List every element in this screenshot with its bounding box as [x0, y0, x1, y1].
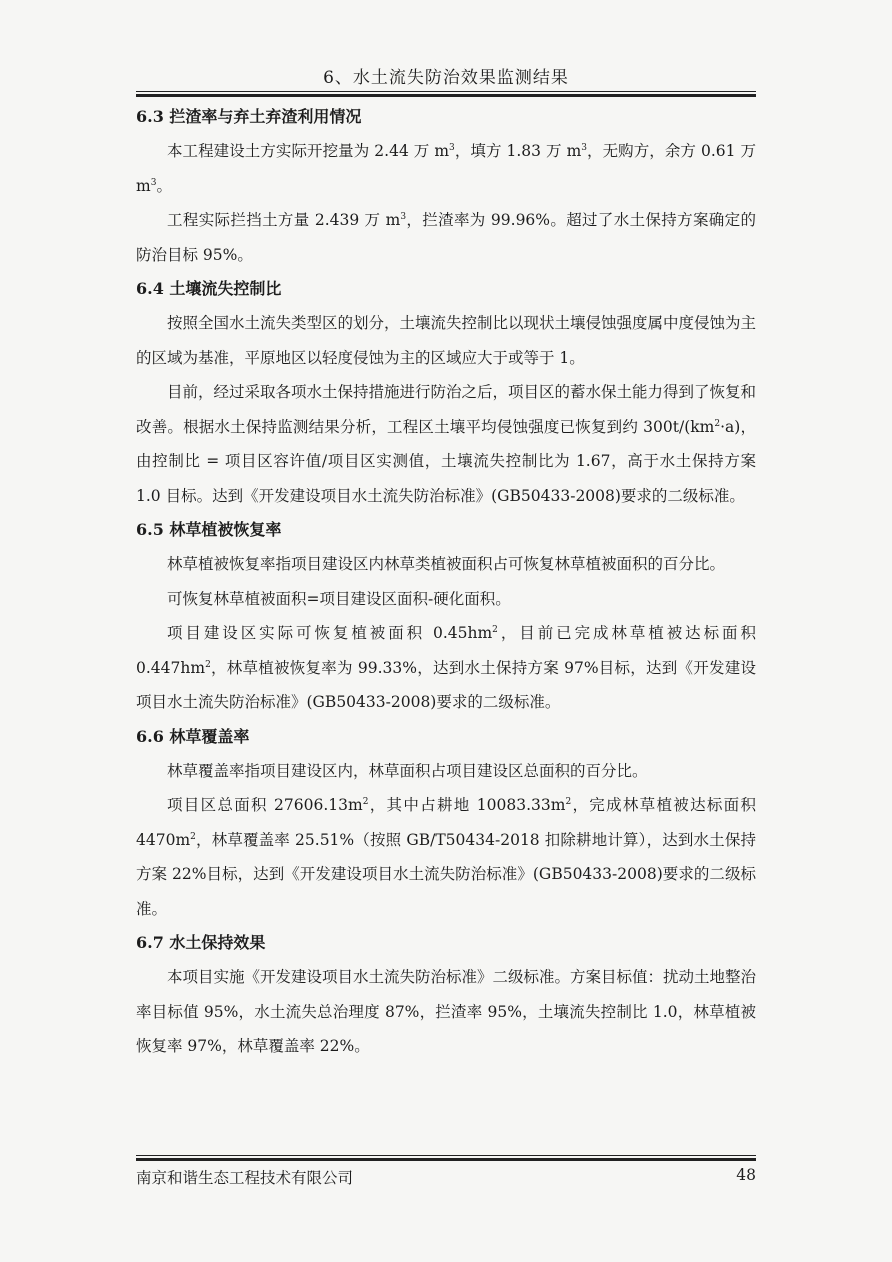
footer-rule-thick: [136, 1158, 756, 1161]
page-footer: [136, 1166, 756, 1188]
body-paragraph: 本项目实施《开发建设项目水土流失防治标准》二级标准。方案目标值：扰动土地整治率目标值 95%，水土流失总治理度 87%，拦渣率 95%，土壤流失控制比 1.0，林草植被恢复率 97%，林草覆盖率 22%。: [136, 968, 757, 1055]
superscript: 3: [150, 177, 157, 188]
footer-rule-thin: [136, 1155, 756, 1156]
body-paragraph: 工程实际拦挡土方量 2.439 万 $m^3$，拦渣率为 99.96%。超过了水土保持方案确定的防治目标 95%。: [136, 211, 757, 264]
section-heading: 6.4 土壤流失控制比: [136, 279, 282, 298]
body-paragraph: 林草覆盖率指项目建设区内，林草面积占项目建设区总面积的百分比。: [167, 761, 648, 780]
superscript: 2: [205, 659, 211, 670]
body-paragraph: 项目区总面积 $27606.13m^2$，其中占耕地 $10083.33m^2$，完成林草植被达标面积 $4470m^2$，林草覆盖率 25.51%（按照 GB/T50434-2018 扣除耕地计算），达到水土保持方案 22%目标，达到《开发建设项目水土流失防治标准》(GB50433-2008)要求的二级标准。: [136, 796, 756, 918]
superscript: 2: [714, 418, 721, 429]
superscript: 2: [565, 796, 572, 807]
section-heading: 6.3 拦渣率与弃土弃渣利用情况: [136, 107, 362, 126]
superscript: 2: [362, 796, 369, 807]
footer-company: 南京和谐生态工程技术有限公司: [136, 1169, 354, 1187]
page-number: 48: [736, 1166, 756, 1184]
header-rule-thick: [136, 94, 756, 97]
section-heading: 6.6 林草覆盖率: [136, 726, 250, 746]
body-paragraph: 目前，经过采取各项水土保持措施进行防治之后，项目区的蓄水保土能力得到了恢复和改善。根据水土保持监测结果分析，工程区土壤平均侵蚀强度已恢复到约 $300t/(km^2\cdot a)$，由控制比 = 项目区容许值/项目区实测值，土壤流失控制比为 1.67，高于水土保持方案 1.0 目标。达到《开发建设项目水土流失防治标准》(GB50433-2008)要求的二级标准。: [136, 383, 757, 505]
section-heading: 6.7 水土保持效果: [136, 933, 266, 952]
body-paragraph: 按照全国水土流失类型区的划分，土壤流失控制比以现状土壤侵蚀强度属中度侵蚀为主的区域为基准，平原地区以轻度侵蚀为主的区域应大于或等于 1。: [136, 314, 757, 367]
superscript: 3: [400, 211, 407, 222]
superscript: 2: [492, 624, 498, 635]
body-paragraph: 可恢复林草植被面积=项目建设区面积-硬化面积。: [167, 589, 511, 608]
document-body: [136, 100, 756, 1064]
body-paragraph: 林草植被恢复率指项目建设区内林草类植被面积占可恢复林草植被面积的百分比。: [167, 555, 726, 573]
header-rule-thin: [136, 91, 756, 92]
body-paragraph: 项目建设区实际可恢复植被面积 $0.45hm^2$，目前已完成林草植被达标面积 $0.447hm^2$，林草植被恢复率为 99.33%，达到水土保持方案 97%目标，达到《开发建设项目水土流失防治标准》(GB50433-2008)要求的二级标准。: [136, 624, 756, 711]
superscript: 2: [190, 831, 196, 842]
superscript: 3: [581, 142, 587, 153]
section-heading: 6.5 林草植被恢复率: [136, 520, 282, 539]
body-paragraph: 本工程建设土方实际开挖量为 2.44 万 $m^3$，填方 1.83 万 $m^3$，无购方，余方 0.61 万 $m^3$。: [136, 142, 756, 195]
running-header-title: 6、水土流失防治效果监测结果: [323, 68, 569, 88]
superscript: 3: [449, 142, 455, 153]
